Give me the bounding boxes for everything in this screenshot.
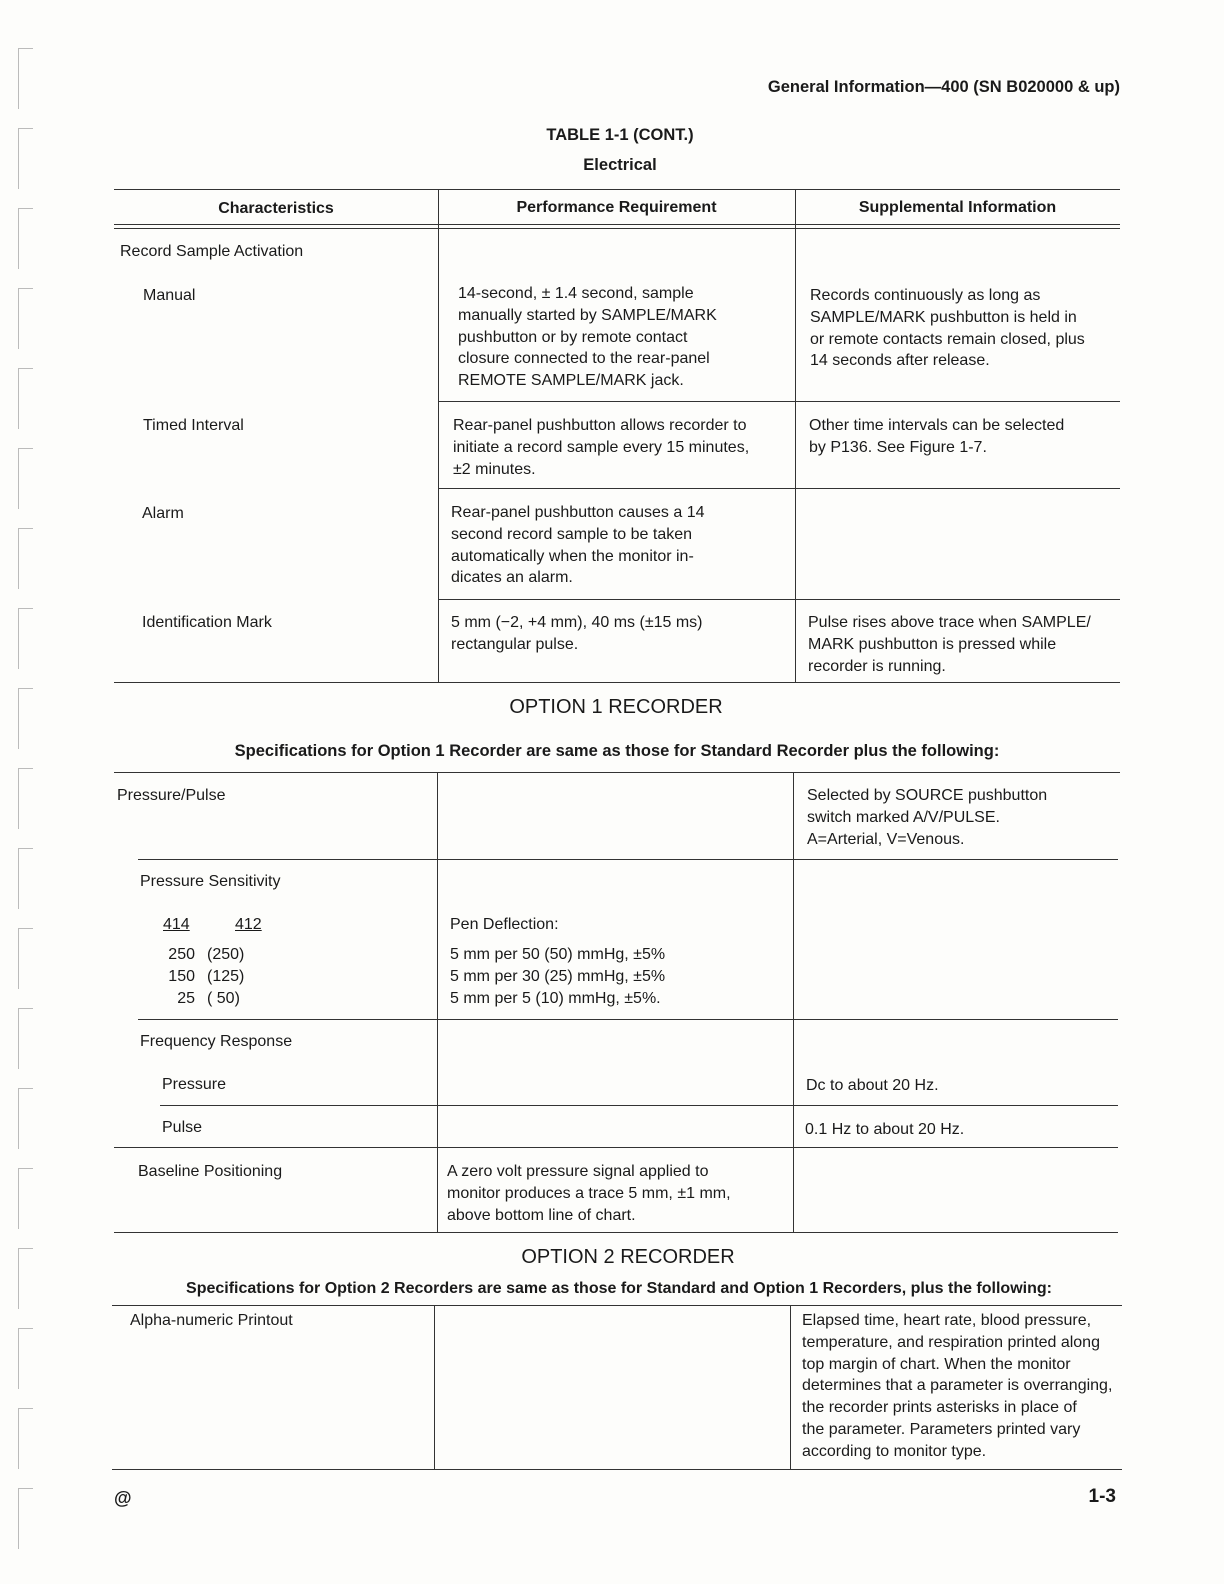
timed-interval-performance: Rear-panel pushbutton allows recorder to initiate a record sample every 15 minutes, ±2 minutes.	[453, 417, 750, 478]
column-header-performance: Performance Requirement	[516, 199, 717, 216]
row-label-timed-interval: Timed Interval	[143, 417, 244, 434]
row-label-alarm: Alarm	[142, 505, 184, 522]
pressure-pulse-supplemental: Selected by SOURCE pushbutton switch marked A/V/PULSE. A=Arterial, V=Venous.	[807, 787, 1048, 848]
sensitivity-column-412: 412	[235, 916, 262, 933]
row-heading-record-sample: Record Sample Activation	[120, 243, 304, 260]
frequency-pressure-value: Dc to about 20 Hz.	[806, 1077, 939, 1094]
identification-mark-supplemental: Pulse rises above trace when SAMPLE/ MARK pushbutton is pressed while recorder is running.	[808, 614, 1091, 675]
option1-intro: Specifications for Option 1 Recorder are same as those for Standard Recorder plus the following:	[234, 742, 1000, 760]
frequency-pulse-value: 0.1 Hz to about 20 Hz.	[805, 1121, 965, 1138]
row-label-identification-mark: Identification Mark	[142, 614, 272, 631]
row-label-frequency-response: Frequency Response	[140, 1033, 293, 1050]
alarm-performance: Rear-panel pushbutton causes a 14 second record sample to be taken automatically when the monitor in- dicates an alarm.	[451, 504, 705, 587]
sensitivity-row: 250 (250)	[168, 946, 245, 963]
manual-performance: 14-second, ± 1.4 second, sample manually started by SAMPLE/MARK pushbutton or by remote contact closure connected to the rear-panel REMOTE SAMPLE/MARK jack.	[458, 285, 717, 390]
sensitivity-column-414: 414	[163, 916, 190, 933]
row-label-alpha-numeric-printout: Alpha-numeric Printout	[130, 1312, 293, 1329]
option2-intro: Specifications for Option 2 Recorders are same as those for Standard and Option 1 Recorders, plus the following:	[186, 1280, 1052, 1297]
option2-heading: OPTION 2 RECORDER	[521, 1246, 735, 1268]
column-header-characteristics: Characteristics	[218, 200, 334, 217]
running-title: General Information—400 (SN B020000 & up)	[767, 78, 1120, 96]
footer-mark: @	[114, 1488, 132, 1508]
row-label-baseline-positioning: Baseline Positioning	[138, 1163, 283, 1180]
timed-interval-supplemental: Other time intervals can be selected by P136. See Figure 1-7.	[809, 417, 1065, 456]
table-title: TABLE 1-1 (CONT.)	[546, 126, 694, 144]
sensitivity-row: 150 (125)	[168, 967, 245, 985]
table-subtitle: Electrical	[583, 156, 657, 174]
frequency-pulse-label: Pulse	[162, 1119, 203, 1136]
column-header-supplemental: Supplemental Information	[858, 199, 1057, 216]
frequency-pressure-label: Pressure	[162, 1076, 227, 1093]
sensitivity-row: 25 ( 50)	[177, 989, 240, 1007]
row-label-manual: Manual	[143, 287, 196, 304]
page-number: 1-3	[1088, 1486, 1116, 1507]
sensitivity-values	[163, 944, 267, 1009]
row-label-pressure-sensitivity: Pressure Sensitivity	[140, 873, 281, 890]
manual-supplemental: Records continuously as long as SAMPLE/MARK pushbutton is held in or remote contacts remain closed, plus 14 seconds after release.	[810, 287, 1085, 370]
option1-heading: OPTION 1 RECORDER	[509, 696, 723, 718]
baseline-performance: A zero volt pressure signal applied to monitor produces a trace 5 mm, ±1 mm, above bottom line of chart.	[447, 1163, 731, 1224]
printout-supplemental: Elapsed time, heart rate, blood pressure, temperature, and respiration printed along top margin of chart. When the monitor determines that a parameter is overranging, the recorder prints asterisks in place of the parameter. Parameters printed vary according to monitor type.	[802, 1312, 1113, 1460]
pen-deflection-values: 5 mm per 50 (50) mmHg, ±5% 5 mm per 30 (25) mmHg, ±5% 5 mm per 5 (10) mmHg, ±5%.	[450, 946, 666, 1007]
identification-mark-performance: 5 mm (−2, +4 mm), 40 ms (±15 ms) rectangular pulse.	[451, 614, 703, 653]
pen-deflection-label: Pen Deflection:	[450, 916, 559, 933]
row-label-pressure-pulse: Pressure/Pulse	[117, 787, 226, 804]
